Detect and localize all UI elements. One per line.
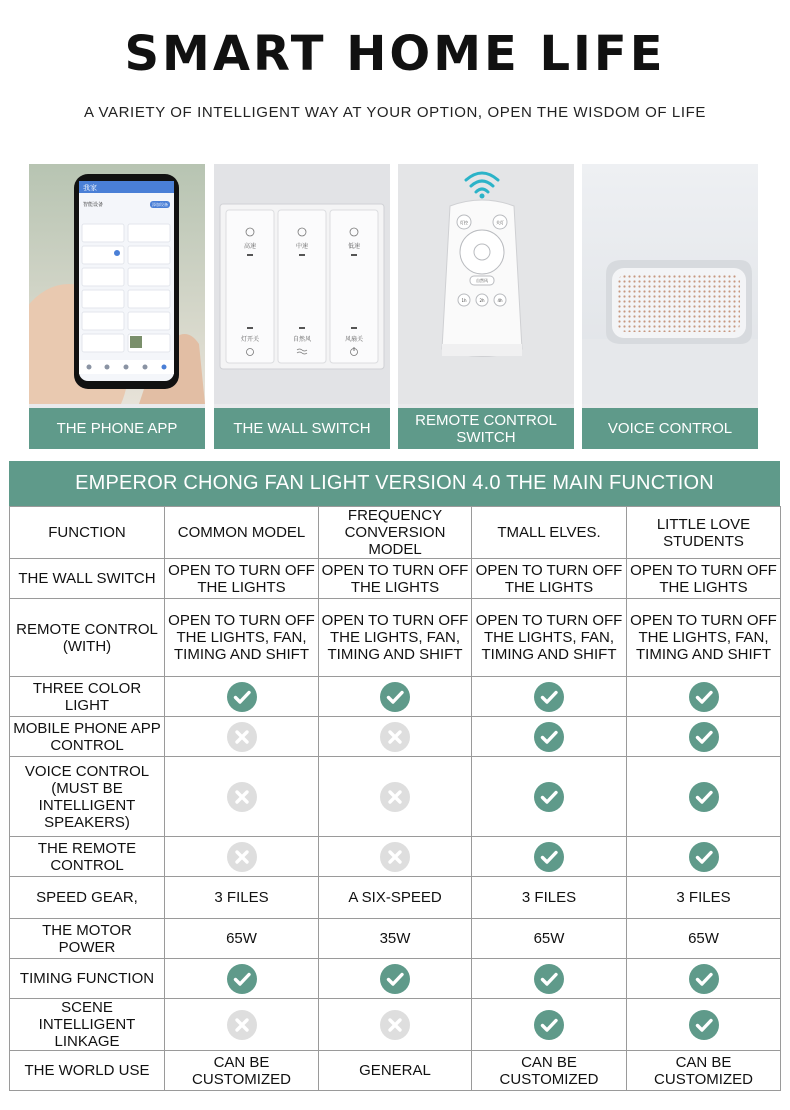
cell-supported [472, 999, 627, 1051]
check-icon [534, 964, 564, 994]
cell-supported [627, 717, 781, 757]
check-icon [534, 782, 564, 812]
cross-icon [380, 842, 410, 872]
cross-icon [227, 782, 257, 812]
wall-switch-panel [214, 164, 390, 449]
table-row [10, 959, 781, 999]
table-cell: OPEN TO TURN OFF THE LIGHTS, FAN, TIMING AND SHIFT [319, 599, 472, 677]
remote-timer-label: 2h [479, 298, 485, 303]
switch-label: 风扇关 [344, 336, 364, 343]
remote-mode-label: 自然风 [476, 278, 488, 283]
table-cell: OPEN TO TURN OFF THE LIGHTS [319, 559, 472, 599]
switch-label: 灯开关 [240, 336, 260, 343]
check-icon [689, 682, 719, 712]
column-header: COMMON MODEL [165, 507, 319, 559]
remote-control-image [398, 164, 574, 404]
panel-caption: VOICE CONTROL [582, 408, 758, 449]
remote-control-panel [398, 164, 574, 449]
table-row [10, 837, 781, 877]
cross-icon [227, 842, 257, 872]
row-label: THE REMOTE CONTROL [10, 837, 165, 877]
remote-button-label: 灯控 [460, 220, 468, 225]
row-label: SCENE INTELLIGENT LINKAGE [10, 999, 165, 1051]
phone-app-panel [29, 164, 205, 449]
row-label: TIMING FUNCTION [10, 959, 165, 999]
cell-supported [627, 837, 781, 877]
check-icon [534, 842, 564, 872]
check-icon [689, 964, 719, 994]
row-label: SPEED GEAR, [10, 877, 165, 919]
column-header: FREQUENCY CONVERSION MODEL [319, 507, 472, 559]
check-icon [689, 1010, 719, 1040]
table-row [10, 757, 781, 837]
table-row [10, 1051, 781, 1091]
table-cell: 35W [319, 919, 472, 959]
table-cell: OPEN TO TURN OFF THE LIGHTS, FAN, TIMING AND SHIFT [627, 599, 781, 677]
table-cell: OPEN TO TURN OFF THE LIGHTS [165, 559, 319, 599]
column-header: TMALL ELVES. [472, 507, 627, 559]
table-cell: OPEN TO TURN OFF THE LIGHTS, FAN, TIMING AND SHIFT [472, 599, 627, 677]
check-icon [227, 964, 257, 994]
table-cell: 65W [165, 919, 319, 959]
phone-app-image [29, 164, 205, 404]
check-icon [534, 722, 564, 752]
switch-label: 高速 [243, 243, 257, 250]
control-methods [29, 164, 761, 449]
cell-supported [627, 757, 781, 837]
cell-unsupported [165, 757, 319, 837]
table-row [10, 877, 781, 919]
row-label: THE MOTOR POWER [10, 919, 165, 959]
table-cell: GENERAL [319, 1051, 472, 1091]
row-label: THE WORLD USE [10, 1051, 165, 1091]
cell-supported [319, 959, 472, 999]
cell-supported [627, 677, 781, 717]
table-cell: 3 FILES [165, 877, 319, 919]
row-label: VOICE CONTROL (MUST BE INTELLIGENT SPEAKERS) [10, 757, 165, 837]
row-label: THE WALL SWITCH [10, 559, 165, 599]
cross-icon [380, 722, 410, 752]
comparison-grid [9, 506, 781, 1091]
cell-unsupported [165, 717, 319, 757]
check-icon [689, 722, 719, 752]
table-row [10, 599, 781, 677]
table-row [10, 559, 781, 599]
cell-supported [472, 677, 627, 717]
wall-switch-image [214, 164, 390, 404]
phone-section-label: 智能设备 [83, 202, 104, 208]
table-row [10, 677, 781, 717]
table-cell: 65W [627, 919, 781, 959]
panel-caption: THE WALL SWITCH [214, 408, 390, 449]
feature-comparison-table [9, 461, 780, 1091]
table-cell: OPEN TO TURN OFF THE LIGHTS [627, 559, 781, 599]
table-cell: OPEN TO TURN OFF THE LIGHTS [472, 559, 627, 599]
row-label: MOBILE PHONE APP CONTROL [10, 717, 165, 757]
cell-unsupported [319, 999, 472, 1051]
cell-supported [627, 959, 781, 999]
column-header: FUNCTION [10, 507, 165, 559]
cell-unsupported [319, 717, 472, 757]
table-row [10, 999, 781, 1051]
table-header-row [10, 507, 781, 559]
voice-control-panel [582, 164, 758, 449]
remote-timer-label: 4h [497, 298, 503, 303]
check-icon [380, 682, 410, 712]
check-icon [534, 1010, 564, 1040]
switch-label: 中速 [295, 243, 309, 250]
table-cell: CAN BE CUSTOMIZED [627, 1051, 781, 1091]
cell-supported [472, 837, 627, 877]
cell-unsupported [319, 837, 472, 877]
page-subtitle: A VARIETY OF INTELLIGENT WAY AT YOUR OPTION, OPEN THE WISDOM OF LIFE [83, 104, 707, 121]
panel-caption: THE PHONE APP [29, 408, 205, 449]
cell-supported [627, 999, 781, 1051]
check-icon [689, 782, 719, 812]
cell-supported [472, 959, 627, 999]
remote-timer-label: 1h [461, 298, 467, 303]
table-cell: 3 FILES [472, 877, 627, 919]
table-row [10, 717, 781, 757]
cell-supported [165, 677, 319, 717]
cross-icon [380, 1010, 410, 1040]
table-row [10, 919, 781, 959]
cell-supported [472, 717, 627, 757]
remote-button-label: 关灯 [496, 220, 504, 225]
check-icon [689, 842, 719, 872]
panel-caption: REMOTE CONTROL SWITCH [398, 408, 574, 449]
switch-label: 低速 [347, 243, 361, 250]
cell-unsupported [165, 999, 319, 1051]
page-title: SMART HOME LIFE [124, 26, 666, 82]
cross-icon [227, 722, 257, 752]
row-label: REMOTE CONTROL (WITH) [10, 599, 165, 677]
smart-speaker-image [582, 164, 758, 404]
phone-action-label: 添加设备 [152, 202, 168, 207]
check-icon [534, 682, 564, 712]
cross-icon [380, 782, 410, 812]
check-icon [380, 964, 410, 994]
cell-unsupported [319, 757, 472, 837]
cross-icon [227, 1010, 257, 1040]
table-title: EMPEROR CHONG FAN LIGHT VERSION 4.0 THE MAIN FUNCTION [9, 461, 780, 506]
cell-unsupported [165, 837, 319, 877]
check-icon [227, 682, 257, 712]
table-cell: 3 FILES [627, 877, 781, 919]
column-header: LITTLE LOVE STUDENTS [627, 507, 781, 559]
table-cell: OPEN TO TURN OFF THE LIGHTS, FAN, TIMING AND SHIFT [165, 599, 319, 677]
table-cell: A SIX-SPEED [319, 877, 472, 919]
phone-header-text: 我家 [83, 184, 97, 192]
table-cell: CAN BE CUSTOMIZED [472, 1051, 627, 1091]
cell-supported [319, 677, 472, 717]
row-label: THREE COLOR LIGHT [10, 677, 165, 717]
table-cell: CAN BE CUSTOMIZED [165, 1051, 319, 1091]
cell-supported [472, 757, 627, 837]
switch-label: 自然风 [292, 336, 312, 343]
cell-supported [165, 959, 319, 999]
table-cell: 65W [472, 919, 627, 959]
